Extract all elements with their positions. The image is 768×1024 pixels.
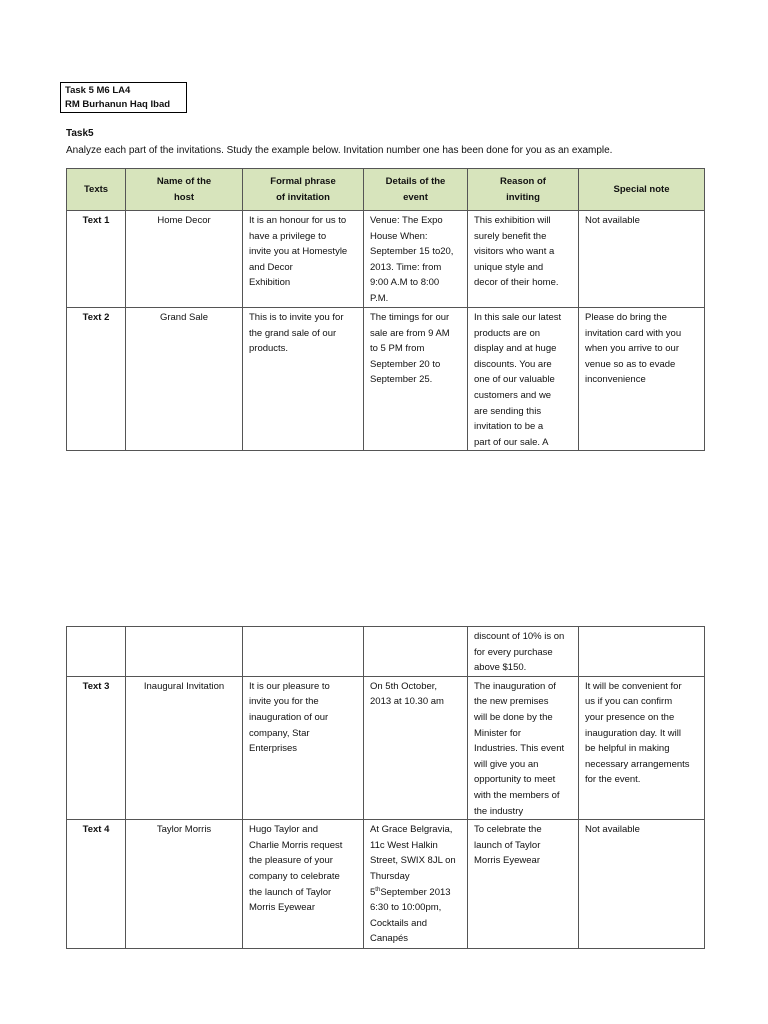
reason-cell: To celebrate the launch of Taylor Morris Eyewear [468,820,579,949]
invitation-table [66,168,705,451]
details-cell: The timings for our sale are from 9 AM to 5 PM from September 20 to September 25. [364,308,468,451]
invitation-table-continued [66,626,705,949]
details-cell: On 5th October, 2013 at 10.30 am [364,676,468,819]
host-cell: Inaugural Invitation [126,676,243,819]
note-cell: Not available [579,211,705,308]
task-code: Task 5 M6 LA4 [65,85,131,96]
task-heading: Task5 [66,128,94,139]
phrase-cell: Hugo Taylor and Charlie Morris request the pleasure of your company to celebrate the launch of Taylor Morris Eyewear [243,820,364,949]
row-label: Text 4 [67,820,126,949]
reason-cell: In this sale our latest products are on display and at huge discounts. You are one of our valuable customers and we are sending this invitation to be a part of our sale. A [468,308,579,451]
table-row-continued [67,627,705,677]
col-header-phrase: Formal phrase of invitation [243,169,364,211]
table-row [67,211,705,308]
table-row [67,308,705,451]
details-time: September 2013 6:30 to 10:00pm, Cocktails and Canapés [370,886,451,945]
col-header-texts: Texts [67,169,126,211]
phrase-cell: It is an honour for us to have a privilege to invite you at Homestyle and Decor Exhibition [243,211,364,308]
host-cell: Taylor Morris [126,820,243,949]
instruction-text: Analyze each part of the invitations. Study the example below. Invitation number one has been done for you as an example. [66,145,613,156]
host-cell: Home Decor [126,211,243,308]
reason-cell: The inauguration of the new premises will be done by the Minister for Industries. This event will give you an opportunity to meet with the members of the industry [468,676,579,819]
row-label: Text 1 [67,211,126,308]
reason-cell: This exhibition will surely benefit the visitors who want a unique style and decor of their home. [468,211,579,308]
row-label: Text 2 [67,308,126,451]
note-cell: Please do bring the invitation card with you when you arrive to our venue so as to evade inconvenience [579,308,705,451]
details-venue: At Grace Belgravia, 11c West Halkin Street, SWIX 8JL on Thursday [370,824,456,882]
col-header-details: Details of the event [364,169,468,211]
table-row [67,820,705,949]
col-header-host: Name of the host [126,169,243,211]
host-cell: Grand Sale [126,308,243,451]
row-label: Text 3 [67,676,126,819]
note-cell: Not available [579,820,705,949]
col-header-note: Special note [579,169,705,211]
empty-cell [364,627,468,677]
empty-cell [126,627,243,677]
details-ordinal: th [375,886,381,893]
details-date-line [370,885,461,947]
author-name: RM Burhanun Haq Ibad [65,99,171,110]
empty-cell [243,627,364,677]
details-cell [364,820,468,949]
empty-cell [67,627,126,677]
details-cell: Venue: The Expo House When: September 15 to20, 2013. Time: from 9:00 A.M to 8:00 P.M. [364,211,468,308]
col-header-reason: Reason of inviting [468,169,579,211]
details-day: 5 [370,886,376,898]
table-header-row [67,169,705,211]
note-cell: It will be convenient for us if you can confirm your presence on the inauguration day. It will be helpful in making necessary arrangements for the event. [579,676,705,819]
phrase-cell: It is our pleasure to invite you for the inauguration of our company, Star Enterprises [243,676,364,819]
reason-cell-continued: discount of 10% is on for every purchase above $150. [468,627,579,677]
header-box [60,82,187,113]
table-row [67,676,705,819]
phrase-cell: This is to invite you for the grand sale of our products. [243,308,364,451]
empty-cell [579,627,705,677]
